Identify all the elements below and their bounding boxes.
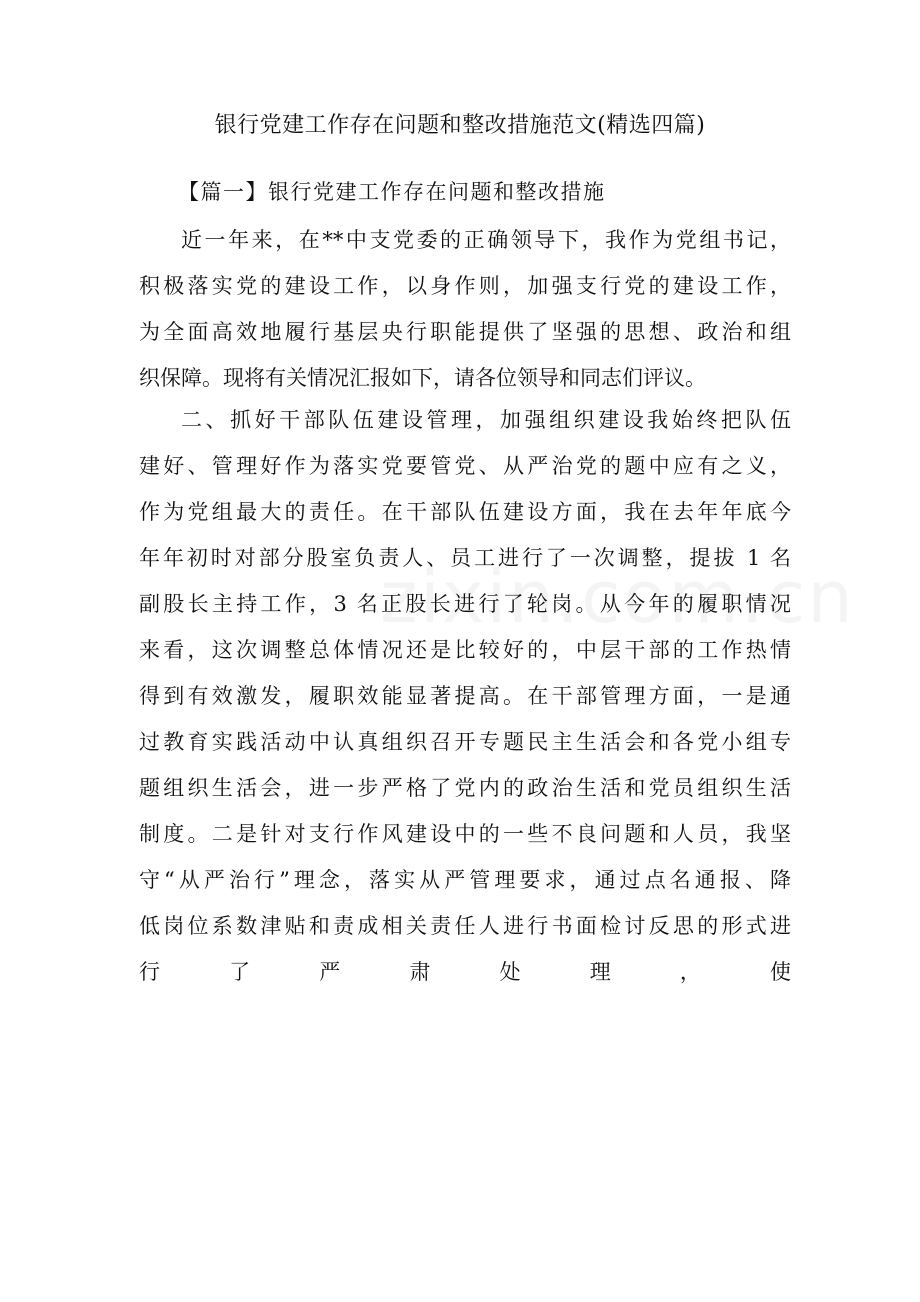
paragraph-line: 低岗位系数津贴和责成相关责任人进行书面检讨反思的形式进 bbox=[139, 914, 791, 938]
paragraph-2 bbox=[139, 397, 791, 995]
paragraph-line: 行 了 严 肃 处 理 ， 使 bbox=[139, 960, 791, 984]
paragraph-line: 二、抓好干部队伍建设管理，加强组织建设我始终把队伍 bbox=[181, 408, 791, 432]
paragraph-line: 为全面高效地履行基层央行职能提供了坚强的思想、政治和组 bbox=[139, 320, 791, 344]
section-heading: 【篇一】银行党建工作存在问题和整改措施 bbox=[178, 180, 606, 204]
paragraph-line: 年年初时对部分股室负责人、员工进行了一次调整，提拔 1 名 bbox=[139, 546, 791, 570]
document-title: 银行党建工作存在问题和整改措施范文(精选四篇) bbox=[214, 113, 706, 138]
paragraph-line: 来看，这次调整总体情况还是比较好的，中层干部的工作热情 bbox=[139, 638, 791, 662]
paragraph-line: 制度。二是针对支行作风建设中的一些不良问题和人员，我坚 bbox=[139, 822, 791, 846]
paragraph-line: 过教育实践活动中认真组织召开专题民主生活会和各党小组专 bbox=[139, 730, 791, 754]
paragraph-line: 守“从严治行”理念，落实从严管理要求，通过点名通报、降 bbox=[139, 868, 791, 892]
paragraph-line: 得到有效激发，履职效能显著提高。在干部管理方面，一是通 bbox=[139, 684, 791, 708]
paragraph-line: 作为党组最大的责任。在干部队伍建设方面，我在去年年底今 bbox=[139, 500, 791, 524]
paragraph-line: 近一年来，在**中支党委的正确领导下，我作为党组书记， bbox=[181, 228, 791, 252]
paragraph-line: 题组织生活会，进一步严格了党内的政治生活和党员组织生活 bbox=[139, 776, 791, 800]
paragraph-line: 织保障。现将有关情况汇报如下，请各位领导和同志们评议。 bbox=[139, 366, 706, 390]
paragraph-line: 副股长主持工作，3 名正股长进行了轮岗。从今年的履职情况 bbox=[139, 592, 791, 616]
paragraph-line: 积极落实党的建设工作，以身作则，加强支行党的建设工作， bbox=[139, 274, 791, 298]
paragraph-line: 建好、管理好作为落实党要管党、从严治党的题中应有之义， bbox=[139, 454, 791, 478]
paragraph-1 bbox=[139, 217, 791, 401]
